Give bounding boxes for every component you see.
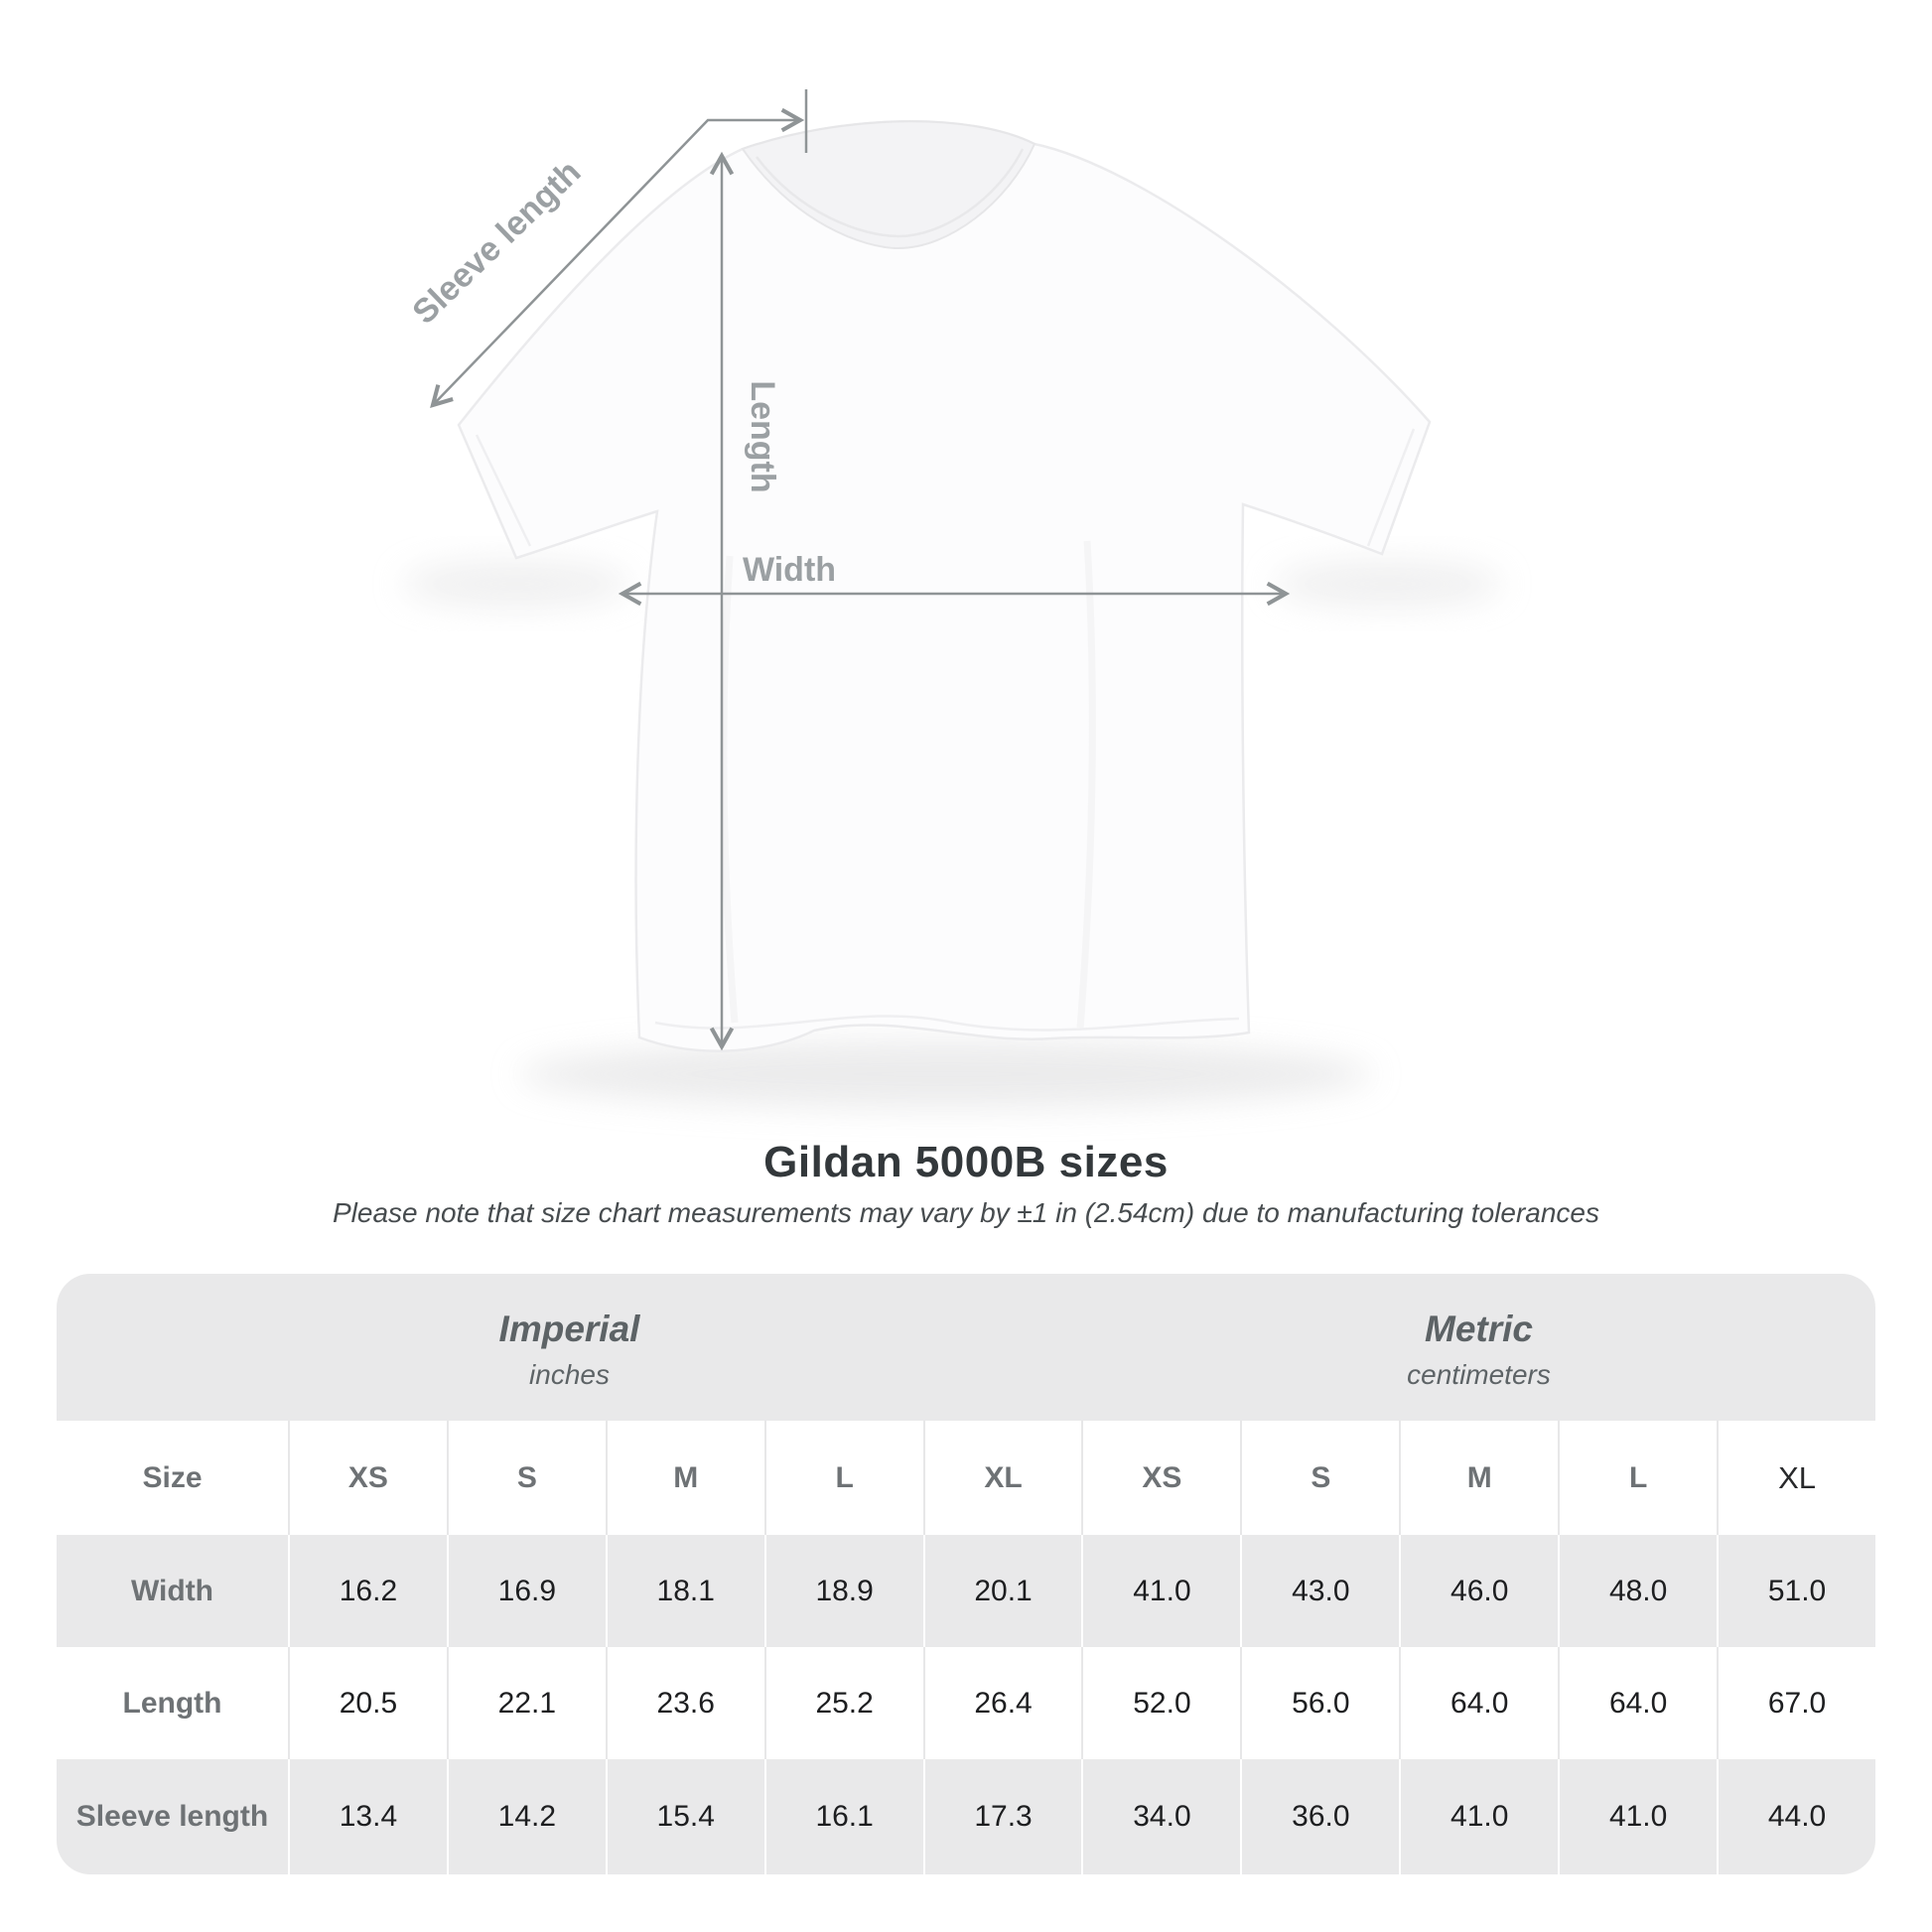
length-label: Length [744,380,781,493]
width-xs-cm: 41.0 [1081,1535,1240,1647]
length-l-cm: 64.0 [1558,1647,1717,1759]
length-s-in: 22.1 [447,1647,606,1759]
size-l-metric: L [1558,1421,1717,1535]
size-xs-metric: XS [1081,1421,1240,1535]
size-l-imperial: L [764,1421,923,1535]
size-column-header: Size [142,1460,203,1494]
width-xl-cm: 51.0 [1717,1535,1875,1647]
length-m-cm: 64.0 [1399,1647,1558,1759]
table-row-sleeve-length [57,1759,1875,1874]
page-title: Gildan 5000B sizes [763,1138,1169,1186]
size-m-metric: M [1399,1421,1558,1535]
sleeve-xl-in: 17.3 [923,1759,1082,1874]
width-m-cm: 46.0 [1399,1535,1558,1647]
width-s-cm: 43.0 [1240,1535,1399,1647]
length-xl-in: 26.4 [923,1647,1082,1759]
metric-group-header [1082,1274,1875,1421]
size-header-row [57,1421,1875,1535]
table-row-length [57,1647,1875,1759]
sleeve-xs-cm: 34.0 [1081,1759,1240,1874]
sleeve-length-label: Sleeve length [405,153,589,332]
width-l-in: 18.9 [764,1535,923,1647]
width-xs-in: 16.2 [288,1535,447,1647]
unit-group-header [57,1274,1875,1421]
subtitle: Please note that size chart measurements may vary by ±1 in (2.54cm) due to manufacturing tolerances [333,1197,1599,1228]
sleeve-m-cm: 41.0 [1399,1759,1558,1874]
length-s-cm: 56.0 [1240,1647,1399,1759]
sleeve-s-in: 14.2 [447,1759,606,1874]
table-row-width [57,1535,1875,1647]
imperial-group-header [57,1274,1082,1421]
row-label-length: Length [122,1686,222,1720]
sleeve-m-in: 15.4 [606,1759,764,1874]
width-label: Width [742,551,837,589]
width-l-cm: 48.0 [1558,1535,1717,1647]
length-xl-cm: 67.0 [1717,1647,1875,1759]
sleeve-xl-cm: 44.0 [1717,1759,1875,1874]
length-xs-in: 20.5 [288,1647,447,1759]
sleeve-l-in: 16.1 [764,1759,923,1874]
size-table [57,1274,1875,1874]
metric-unit-label: centimeters [1407,1358,1551,1390]
sleeve-xs-in: 13.4 [288,1759,447,1874]
imperial-label: Imperial [498,1308,640,1349]
length-xs-cm: 52.0 [1081,1647,1240,1759]
length-m-in: 23.6 [606,1647,764,1759]
length-l-in: 25.2 [764,1647,923,1759]
width-m-in: 18.1 [606,1535,764,1647]
metric-label: Metric [1425,1308,1533,1349]
size-s-imperial: S [447,1421,606,1535]
width-xl-in: 20.1 [923,1535,1082,1647]
row-label-sleeve-length: Sleeve length [75,1800,269,1833]
width-s-in: 16.9 [447,1535,606,1647]
size-xs-imperial: XS [288,1421,447,1535]
row-label-width: Width [130,1574,214,1607]
imperial-unit-label: inches [529,1358,610,1390]
size-m-imperial: M [606,1421,764,1535]
size-s-metric: S [1240,1421,1399,1535]
size-xl-imperial: XL [923,1421,1082,1535]
sleeve-s-cm: 36.0 [1240,1759,1399,1874]
sleeve-l-cm: 41.0 [1558,1759,1717,1874]
size-xl-metric: XL [1717,1421,1875,1535]
